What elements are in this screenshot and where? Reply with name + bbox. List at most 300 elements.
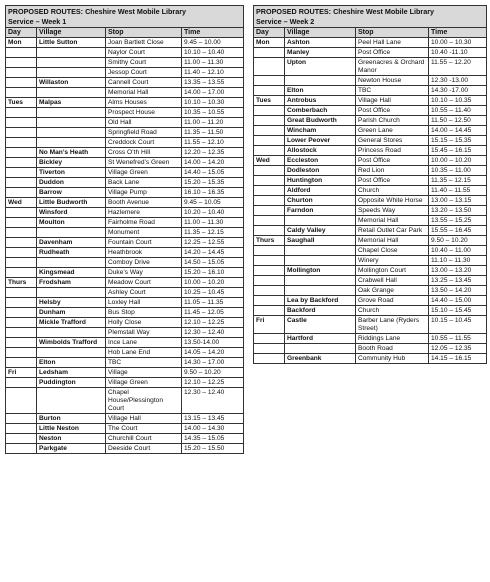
week2-title	[254, 6, 487, 28]
stop-cell: Post Office	[356, 176, 429, 186]
time-cell: 10.55 – 11.40	[429, 106, 487, 116]
time-cell: 12.20 – 12.35	[182, 148, 244, 158]
stop-cell: Chapel Close	[356, 246, 429, 256]
table-row	[254, 58, 487, 76]
table-row	[254, 206, 487, 216]
day-cell	[6, 268, 37, 278]
day-cell	[6, 178, 37, 188]
stop-cell: Holly Close	[106, 318, 182, 328]
day-cell	[6, 218, 37, 228]
stop-cell: Monument	[106, 228, 182, 238]
table-row	[6, 444, 244, 454]
table-row	[254, 296, 487, 306]
village-cell: Comberbach	[285, 106, 356, 116]
table-row	[254, 334, 487, 344]
stop-cell: Oak Grange	[356, 286, 429, 296]
week1-title-line1: PROPOSED ROUTES: Cheshire West Mobile Library	[8, 6, 186, 16]
table-row	[254, 156, 487, 166]
table-row	[254, 344, 487, 354]
time-cell: 13.50-14.00	[182, 338, 244, 348]
village-cell: Lower Peover	[285, 136, 356, 146]
day-cell	[6, 58, 37, 68]
stop-cell: Village Green	[106, 168, 182, 178]
table-row	[6, 158, 244, 168]
table-row	[6, 388, 244, 414]
stop-cell: Opposite White Horse	[356, 196, 429, 206]
table-row	[6, 348, 244, 358]
village-cell	[285, 246, 356, 256]
day-cell	[254, 186, 285, 196]
day-cell	[6, 228, 37, 238]
day-cell	[254, 76, 285, 86]
time-cell: 14.35 – 15.05	[182, 434, 244, 444]
village-cell: Winsford	[37, 208, 106, 218]
stop-cell: Plemstall Way	[106, 328, 182, 338]
day-cell	[254, 246, 285, 256]
day-cell	[6, 318, 37, 328]
time-cell: 15.20 – 15.50	[182, 444, 244, 454]
week2-schedule-table	[253, 5, 487, 364]
time-header: Time	[182, 28, 244, 38]
time-cell: 15.15 – 15.35	[429, 136, 487, 146]
village-cell: Castle	[285, 316, 356, 334]
day-cell	[254, 136, 285, 146]
day-cell	[254, 334, 285, 344]
village-cell: Backford	[285, 306, 356, 316]
table-row	[254, 48, 487, 58]
village-cell	[37, 108, 106, 118]
day-cell	[6, 378, 37, 388]
stop-cell: St Wenefred’s Green	[106, 158, 182, 168]
stop-cell: Chapel House/Plessington Court	[106, 388, 182, 414]
village-cell: Antrobus	[285, 96, 356, 106]
day-cell	[6, 358, 37, 368]
time-cell: 11.45 – 12.05	[182, 308, 244, 318]
time-cell: 14.50 – 15.05	[182, 258, 244, 268]
stop-cell: Creddock Court	[106, 138, 182, 148]
time-cell: 13.35 – 13.55	[182, 78, 244, 88]
stop-cell: Greenacres & Orchard Manor	[356, 58, 429, 76]
table-row	[6, 138, 244, 148]
time-cell: 14.15 – 16.15	[429, 354, 487, 364]
village-cell: Little Neston	[37, 424, 106, 434]
stop-cell: Speeds Way	[356, 206, 429, 216]
table-row	[6, 208, 244, 218]
table-row	[6, 78, 244, 88]
stop-cell: Green Lane	[356, 126, 429, 136]
stop-cell: Memorial Hall	[356, 236, 429, 246]
day-cell	[254, 216, 285, 226]
village-cell	[37, 388, 106, 414]
village-cell: Little Budworth	[37, 198, 106, 208]
day-cell	[6, 298, 37, 308]
stop-cell: Alms Houses	[106, 98, 182, 108]
stop-cell: Post Office	[356, 156, 429, 166]
table-row	[6, 368, 244, 378]
village-header: Village	[37, 28, 106, 38]
village-header: Village	[285, 28, 356, 38]
time-cell: 12.05 – 12.35	[429, 344, 487, 354]
time-cell: 14.20 – 14.45	[182, 248, 244, 258]
day-cell	[6, 388, 37, 414]
village-cell	[37, 258, 106, 268]
stop-cell: Princess Road	[356, 146, 429, 156]
stop-cell: Booth Road	[356, 344, 429, 354]
stop-cell: Church	[356, 186, 429, 196]
day-cell: Tues	[254, 96, 285, 106]
table-row	[6, 128, 244, 138]
village-cell: Helsby	[37, 298, 106, 308]
village-cell: Great Budworth	[285, 116, 356, 126]
day-cell	[6, 78, 37, 88]
day-cell	[6, 108, 37, 118]
village-cell: Rudheath	[37, 248, 106, 258]
stop-cell: Community Hub	[356, 354, 429, 364]
day-cell	[254, 166, 285, 176]
village-cell: Elton	[285, 86, 356, 96]
table-row	[6, 278, 244, 288]
time-cell: 14.00 – 14.45	[429, 126, 487, 136]
time-cell: 10.00 – 10.20	[182, 278, 244, 288]
day-cell	[6, 348, 37, 358]
day-cell	[6, 308, 37, 318]
time-cell: 11.40 – 11.55	[429, 186, 487, 196]
day-cell	[254, 354, 285, 364]
village-cell	[37, 48, 106, 58]
village-cell: Kingsmead	[37, 268, 106, 278]
village-cell	[37, 68, 106, 78]
time-cell: 12.25 – 12.55	[182, 238, 244, 248]
time-header: Time	[429, 28, 487, 38]
week2-title-line2: Service – Week 2	[256, 16, 315, 26]
village-cell: Elton	[37, 358, 106, 368]
time-cell: 9.50 – 10.20	[182, 368, 244, 378]
village-cell: Mickle Trafford	[37, 318, 106, 328]
time-cell: 10.10 – 10.40	[182, 48, 244, 58]
table-row	[6, 48, 244, 58]
day-cell: Wed	[254, 156, 285, 166]
stop-cell: Village Pump	[106, 188, 182, 198]
table-row	[6, 318, 244, 328]
day-cell	[6, 128, 37, 138]
stop-cell: Duke’s Way	[106, 268, 182, 278]
time-cell: 12.10 – 12.25	[182, 318, 244, 328]
village-cell: Greenbank	[285, 354, 356, 364]
village-cell: Manley	[285, 48, 356, 58]
table-row	[254, 116, 487, 126]
village-cell	[37, 118, 106, 128]
day-cell: Mon	[254, 38, 285, 48]
day-cell	[254, 276, 285, 286]
village-cell: Burton	[37, 414, 106, 424]
time-cell: 11.50 – 12.50	[429, 116, 487, 126]
stop-cell: Bus Stop	[106, 308, 182, 318]
stop-cell: Back Lane	[106, 178, 182, 188]
table-row	[254, 354, 487, 364]
stop-cell: Grove Road	[356, 296, 429, 306]
day-cell	[254, 48, 285, 58]
stop-cell: Winery	[356, 256, 429, 266]
day-cell: Thurs	[6, 278, 37, 288]
stop-cell: Village	[106, 368, 182, 378]
day-cell	[6, 208, 37, 218]
day-cell	[6, 168, 37, 178]
stop-cell: Churchill Court	[106, 434, 182, 444]
village-cell: Duddon	[37, 178, 106, 188]
stop-cell: Booth Avenue	[106, 198, 182, 208]
village-cell: Puddington	[37, 378, 106, 388]
village-cell	[285, 216, 356, 226]
stop-cell: TBC	[356, 86, 429, 96]
stop-cell: Parish Church	[356, 116, 429, 126]
day-cell	[6, 238, 37, 248]
table-row	[254, 136, 487, 146]
stop-cell: Riddings Lane	[356, 334, 429, 344]
stop-cell: Meadow Court	[106, 278, 182, 288]
time-cell: 11.00 – 11.20	[182, 118, 244, 128]
day-cell	[254, 266, 285, 276]
table-row	[254, 76, 487, 86]
time-cell: 10.55 – 11.55	[429, 334, 487, 344]
time-cell: 9.45 – 10.05	[182, 198, 244, 208]
day-cell: Fri	[6, 368, 37, 378]
stop-header: Stop	[356, 28, 429, 38]
day-cell	[6, 118, 37, 128]
day-cell	[6, 288, 37, 298]
time-cell: 15.10 – 15.45	[429, 306, 487, 316]
time-cell: 14.40 – 15.00	[429, 296, 487, 306]
table-row	[254, 236, 487, 246]
day-cell	[254, 296, 285, 306]
time-cell: 14.30 – 17.00	[182, 358, 244, 368]
time-cell: 12.30 – 12.40	[182, 388, 244, 414]
time-cell: 14.00 – 14.20	[182, 158, 244, 168]
stop-cell: Post Office	[356, 48, 429, 58]
time-cell: 10.40 -11.10	[429, 48, 487, 58]
stop-cell: Deeside Court	[106, 444, 182, 454]
table-row	[6, 414, 244, 424]
stop-cell: Ince Lane	[106, 338, 182, 348]
table-row	[254, 106, 487, 116]
stop-header: Stop	[106, 28, 182, 38]
day-cell	[254, 206, 285, 216]
day-cell	[6, 328, 37, 338]
table-row	[6, 168, 244, 178]
village-cell	[285, 286, 356, 296]
time-cell: 12.30 – 12.40	[182, 328, 244, 338]
stop-cell: Barber Lane (Ryders Street)	[356, 316, 429, 334]
village-cell	[37, 88, 106, 98]
table-row	[254, 96, 487, 106]
village-cell	[285, 76, 356, 86]
day-cell	[254, 126, 285, 136]
stop-cell: Church	[356, 306, 429, 316]
village-cell: Bickley	[37, 158, 106, 168]
village-cell: Dunham	[37, 308, 106, 318]
time-cell: 10.10 – 10.35	[429, 96, 487, 106]
stop-cell: Mollington Court	[356, 266, 429, 276]
village-cell: Eccleston	[285, 156, 356, 166]
stop-cell: Cannell Court	[106, 78, 182, 88]
stop-cell: Crabwell Hall	[356, 276, 429, 286]
day-cell: Wed	[6, 198, 37, 208]
table-row	[6, 188, 244, 198]
table-row	[254, 216, 487, 226]
table-row	[6, 248, 244, 258]
village-cell: Little Sutton	[37, 38, 106, 48]
time-cell: 15.45 – 16.15	[429, 146, 487, 156]
table-row	[6, 328, 244, 338]
stop-cell: Red Lion	[356, 166, 429, 176]
table-row	[6, 198, 244, 208]
day-cell: Tues	[6, 98, 37, 108]
time-cell: 10.40 – 11.00	[429, 246, 487, 256]
village-cell: Parkgate	[37, 444, 106, 454]
week2-title-line1: PROPOSED ROUTES: Cheshire West Mobile Library	[256, 6, 434, 16]
stop-cell: Loxley Hall	[106, 298, 182, 308]
stop-cell: Village Green	[106, 378, 182, 388]
time-cell: 14.40 – 15.05	[182, 168, 244, 178]
day-cell	[6, 248, 37, 258]
time-cell: 15.20 – 15.35	[182, 178, 244, 188]
table-row	[254, 276, 487, 286]
day-header: Day	[254, 28, 285, 38]
table-row	[6, 378, 244, 388]
village-cell	[285, 256, 356, 266]
stop-cell: Hazlemere	[106, 208, 182, 218]
table-row	[254, 176, 487, 186]
day-cell	[254, 256, 285, 266]
table-row	[6, 228, 244, 238]
village-cell: Frodsham	[37, 278, 106, 288]
village-cell	[37, 128, 106, 138]
time-cell: 11.10 – 11.30	[429, 256, 487, 266]
village-cell: Churton	[285, 196, 356, 206]
village-cell: Lea by Backford	[285, 296, 356, 306]
day-cell	[254, 106, 285, 116]
village-cell: Caldy Valley	[285, 226, 356, 236]
week2-header-row	[254, 28, 487, 38]
village-cell: Allostock	[285, 146, 356, 156]
village-cell: Huntington	[285, 176, 356, 186]
village-cell: Dodleston	[285, 166, 356, 176]
table-row	[6, 148, 244, 158]
time-cell: 10.00 – 10.20	[429, 156, 487, 166]
stop-cell: Naylor Court	[106, 48, 182, 58]
table-row	[6, 218, 244, 228]
village-cell	[37, 58, 106, 68]
table-row	[254, 226, 487, 236]
time-cell: 11.55 – 12.20	[429, 58, 487, 76]
day-cell	[254, 286, 285, 296]
stop-cell: Memorial Hall	[106, 88, 182, 98]
time-cell: 11.55 – 12.10	[182, 138, 244, 148]
time-cell: 11.05 – 11.35	[182, 298, 244, 308]
table-row	[6, 258, 244, 268]
village-cell: Tiverton	[37, 168, 106, 178]
table-row	[6, 178, 244, 188]
time-cell: 9.45 – 10.00	[182, 38, 244, 48]
village-cell	[285, 276, 356, 286]
time-cell: 13.15 – 13.45	[182, 414, 244, 424]
time-cell: 12.30 -13.00	[429, 76, 487, 86]
time-cell: 10.35 – 10.55	[182, 108, 244, 118]
day-cell	[6, 138, 37, 148]
stop-cell: Fairholme Road	[106, 218, 182, 228]
time-cell: 12.10 – 12.25	[182, 378, 244, 388]
day-cell	[254, 58, 285, 76]
village-cell: Wimbolds Trafford	[37, 338, 106, 348]
time-cell: 11.00 – 11.30	[182, 218, 244, 228]
time-cell: 11.40 – 12.10	[182, 68, 244, 78]
stop-cell: Old Hall	[106, 118, 182, 128]
day-cell	[6, 48, 37, 58]
stop-cell: Joan Bartlett Close	[106, 38, 182, 48]
stop-cell: The Court	[106, 424, 182, 434]
stop-cell: Prospect House	[106, 108, 182, 118]
day-cell	[254, 116, 285, 126]
day-cell	[254, 146, 285, 156]
day-cell	[254, 226, 285, 236]
village-cell: No Man’s Heath	[37, 148, 106, 158]
day-cell	[254, 86, 285, 96]
stop-cell: Comboy Drive	[106, 258, 182, 268]
table-row	[6, 358, 244, 368]
village-cell: Davenham	[37, 238, 106, 248]
day-cell: Fri	[254, 316, 285, 334]
stop-cell: Post Office	[356, 106, 429, 116]
day-cell	[6, 414, 37, 424]
stop-cell: Peel Hall Lane	[356, 38, 429, 48]
day-cell	[254, 196, 285, 206]
table-row	[254, 306, 487, 316]
day-cell	[254, 306, 285, 316]
stop-cell: TBC	[106, 358, 182, 368]
village-cell: Farndon	[285, 206, 356, 216]
time-cell: 10.00 – 10.30	[429, 38, 487, 48]
time-cell: 10.15 – 10.45	[429, 316, 487, 334]
table-row	[6, 38, 244, 48]
time-cell: 14.00 – 17.00	[182, 88, 244, 98]
time-cell: 16.10 – 16.35	[182, 188, 244, 198]
time-cell: 11.35 – 12.15	[182, 228, 244, 238]
stop-cell: Smithy Court	[106, 58, 182, 68]
time-cell: 11.35 – 12.15	[429, 176, 487, 186]
day-cell	[6, 424, 37, 434]
day-cell	[6, 188, 37, 198]
village-cell: Hartford	[285, 334, 356, 344]
time-cell: 10.20 – 10.40	[182, 208, 244, 218]
day-cell	[6, 258, 37, 268]
time-cell: 15.20 – 16.10	[182, 268, 244, 278]
table-row	[254, 256, 487, 266]
table-row	[6, 238, 244, 248]
time-cell: 10.35 – 11.00	[429, 166, 487, 176]
table-row	[254, 146, 487, 156]
village-cell: Neston	[37, 434, 106, 444]
day-cell	[6, 338, 37, 348]
week1-schedule-table	[5, 5, 244, 454]
stop-cell: Heathbrook	[106, 248, 182, 258]
time-cell: 14.00 – 14.30	[182, 424, 244, 434]
village-cell	[37, 138, 106, 148]
time-cell: 13.55 – 15.25	[429, 216, 487, 226]
day-cell	[254, 344, 285, 354]
village-cell: Mollington	[285, 266, 356, 276]
day-cell	[6, 148, 37, 158]
time-cell: 11.35 – 11.50	[182, 128, 244, 138]
village-cell: Saughall	[285, 236, 356, 246]
